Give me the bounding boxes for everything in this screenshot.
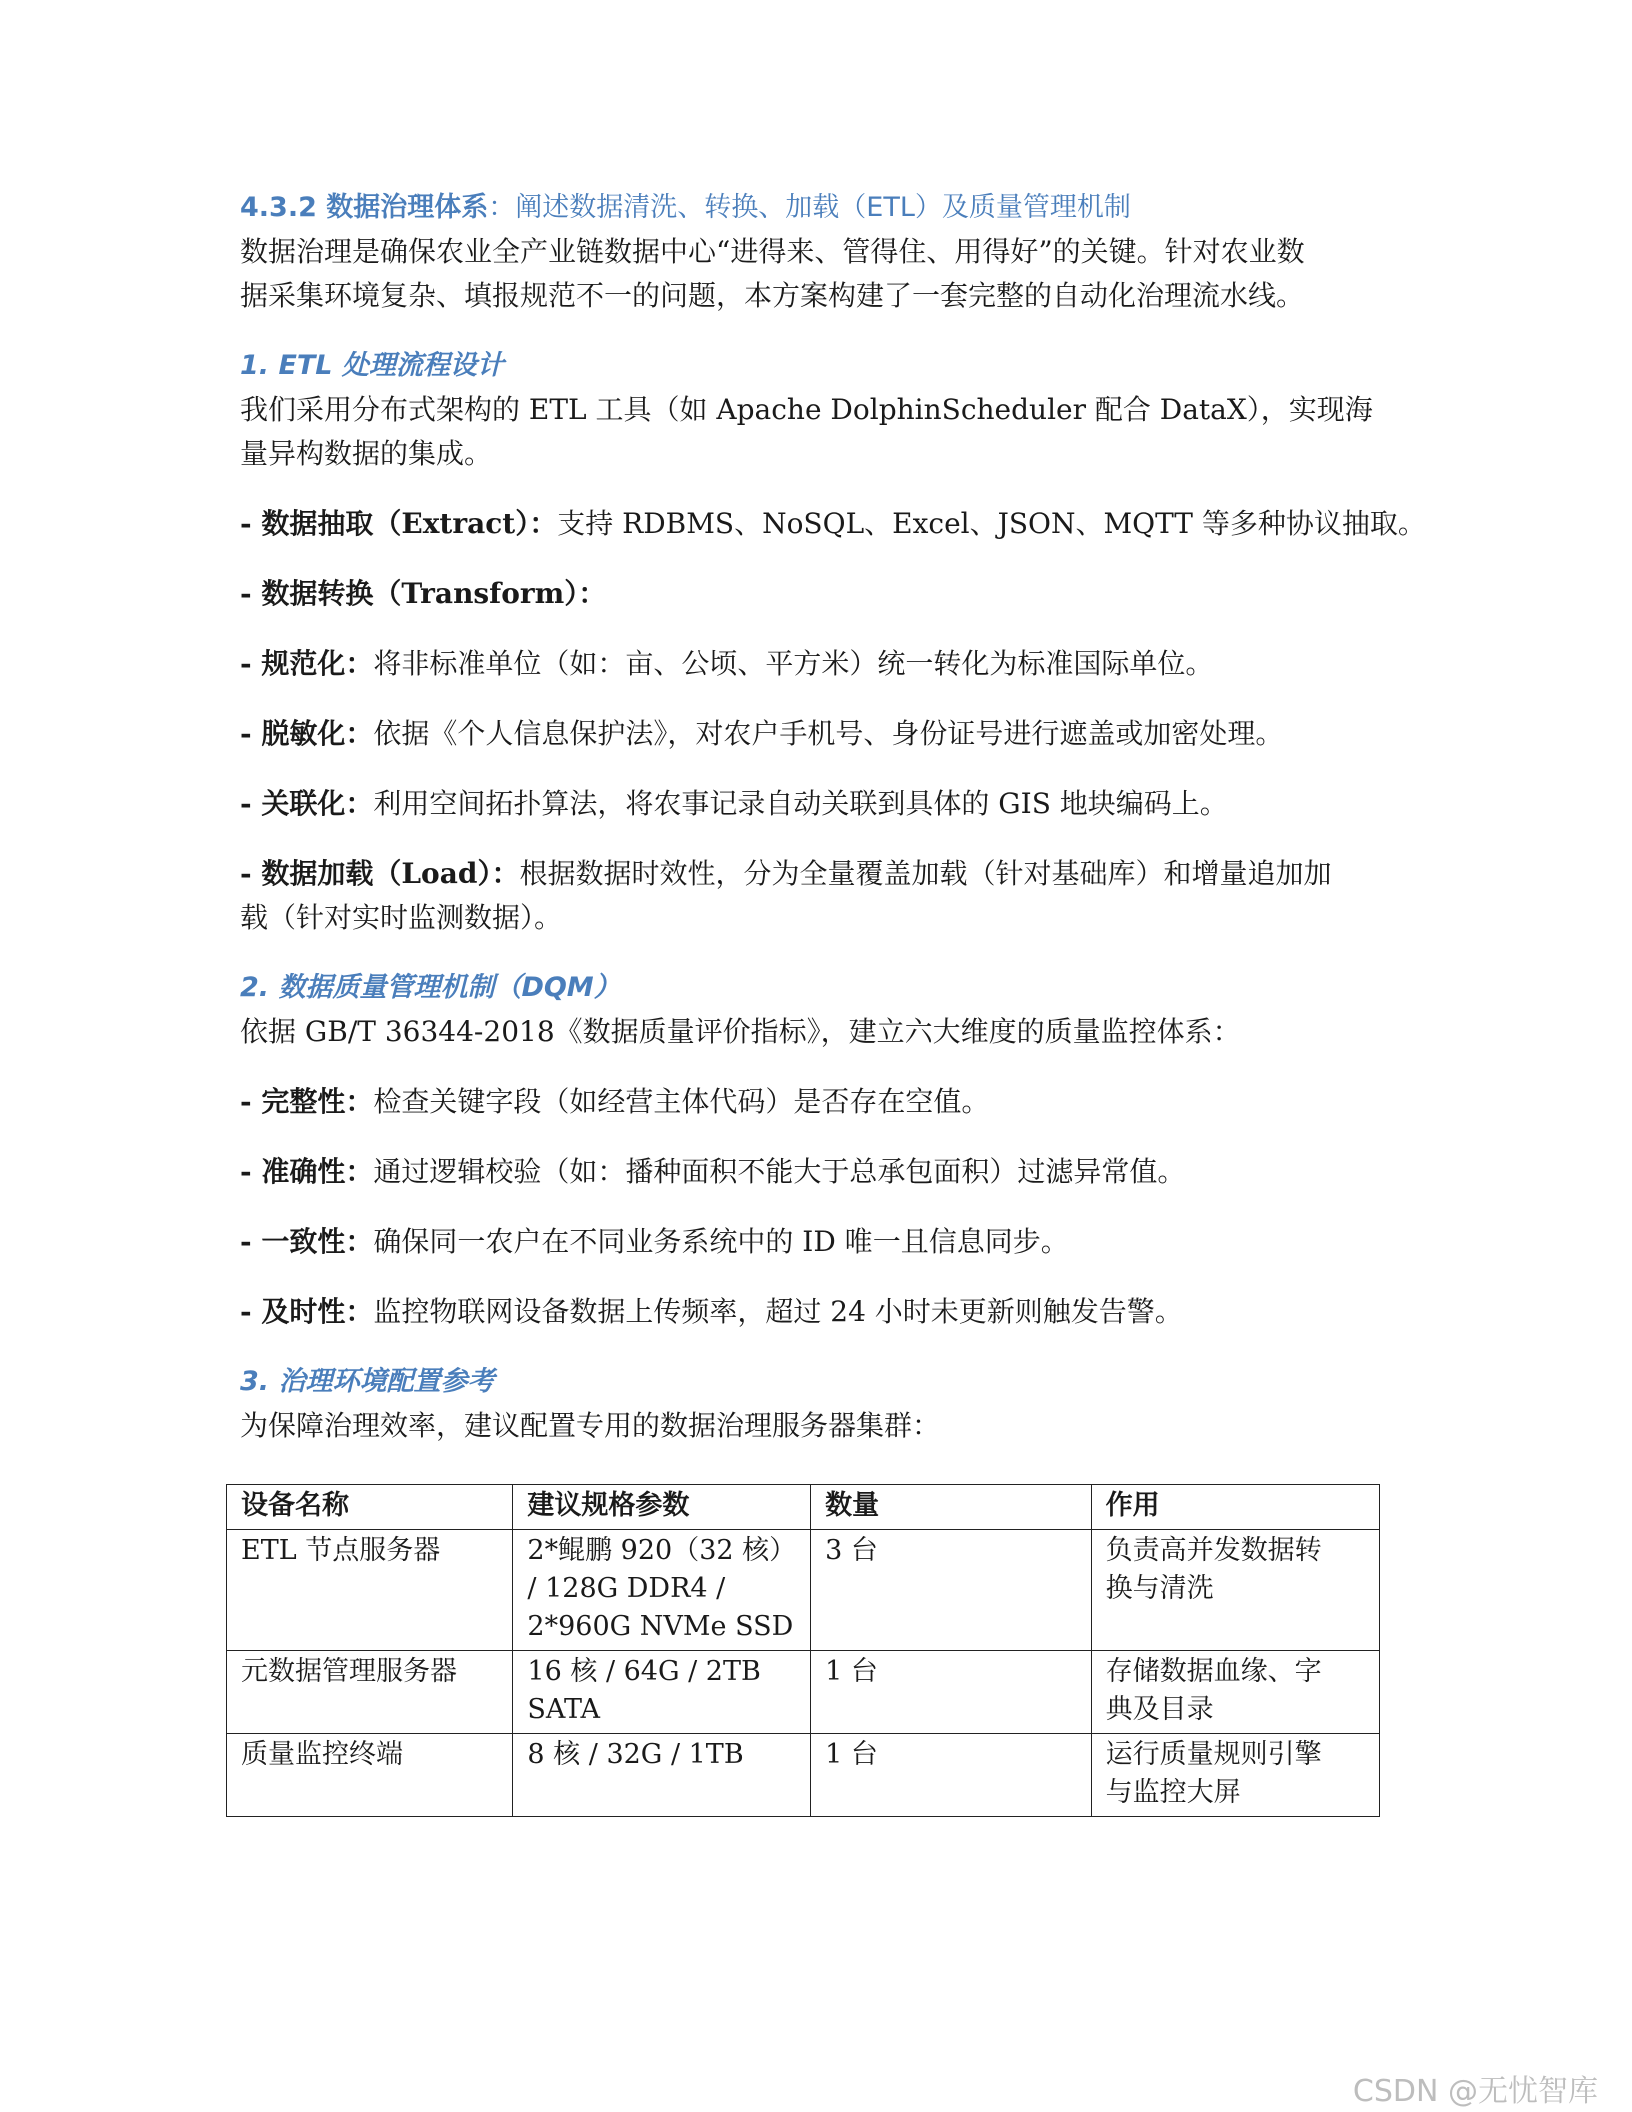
cell-text: 负责高并发数据转 <box>1105 1535 1322 1566</box>
list-item-completeness <box>240 1080 989 1124</box>
subsection-2-heading: 2. 数据质量管理机制（DQM） <box>240 972 621 1003</box>
table-cell-role <box>1091 1530 1379 1651</box>
table-cell-qty <box>811 1734 1091 1817</box>
list-item-text: 通过逻辑校验（如：播种面积不能大于总承包面积）过滤异常值。 <box>373 1155 1186 1188</box>
list-item-timeliness <box>240 1290 1183 1334</box>
list-item-term: - 规范化： <box>240 647 374 680</box>
list-item-text: 利用空间拓扑算法，将农事记录自动关联到具体的 GIS 地块编码上。 <box>373 787 1228 820</box>
table-cell-role <box>1091 1651 1379 1734</box>
table-cell-spec <box>513 1530 811 1651</box>
table-header-cell: 数量 <box>811 1485 1091 1530</box>
list-item-associate <box>240 782 1228 826</box>
intro-line-2: 据采集环境复杂、填报规范不一的问题，本方案构建了一套完整的自动化治理流水线。 <box>240 279 1305 312</box>
intro-line-1: 数据治理是确保农业全产业链数据中心“进得来、管得住、用得好”的关键。针对农业数 <box>240 235 1305 268</box>
list-item-term: - 完整性： <box>240 1085 374 1118</box>
list-item-term: - 一致性： <box>240 1225 374 1258</box>
subsection-1-heading: 1. ETL 处理流程设计 <box>240 350 504 381</box>
list-item-consistency <box>240 1220 1069 1264</box>
subsection-1-para-line-2: 量异构数据的集成。 <box>240 437 493 470</box>
subsection-2-para: 依据 GB/T 36344-2018《数据质量评价指标》，建立六大维度的质量监控体系： <box>240 1015 1241 1048</box>
subsection-1-para-line-1: 我们采用分布式架构的 ETL 工具（如 Apache DolphinScheduler 配合 DataX），实现海 <box>240 393 1373 426</box>
list-item-term: - 数据抽取（Extract）： <box>240 507 558 540</box>
cell-text: 1 台 <box>825 1656 878 1687</box>
cell-text: 存储数据血缘、字 <box>1105 1656 1322 1687</box>
table-cell-name <box>227 1651 513 1734</box>
table-cell-qty <box>811 1651 1091 1734</box>
list-item-term: - 准确性： <box>240 1155 374 1188</box>
cell-text: SATA <box>527 1694 600 1725</box>
list-item-extract <box>240 502 1426 546</box>
list-item-term: - 及时性： <box>240 1295 374 1328</box>
list-item-desensitize <box>240 712 1283 756</box>
table-cell-name <box>227 1734 513 1817</box>
section-heading <box>240 186 1131 230</box>
list-item-text: 支持 RDBMS、NoSQL、Excel、JSON、MQTT 等多种协议抽取。 <box>557 507 1426 540</box>
list-item-text: 根据数据时效性，分为全量覆盖加载（针对基础库）和增量追加加 <box>519 857 1332 890</box>
section-heading-subtitle: ：阐述数据清洗、转换、加载（ETL）及质量管理机制 <box>488 192 1131 223</box>
table-row <box>227 1734 1380 1817</box>
cell-text: 2*960G NVMe SSD <box>527 1611 794 1642</box>
table-header-cell: 建议规格参数 <box>513 1485 811 1530</box>
table-cell-qty <box>811 1530 1091 1651</box>
table-cell-spec <box>513 1651 811 1734</box>
cell-text: 典及目录 <box>1105 1694 1214 1725</box>
cell-text: 1 台 <box>825 1739 878 1770</box>
watermark-text: CSDN @无忧智库 <box>1352 2074 1598 2109</box>
cell-text: 质量监控终端 <box>241 1739 403 1770</box>
cell-text: 8 核 / 32G / 1TB <box>527 1739 744 1770</box>
list-item-load-continuation: 载（针对实时监测数据）。 <box>240 901 563 934</box>
cell-text: 16 核 / 64G / 2TB <box>527 1656 761 1687</box>
list-item-accuracy <box>240 1150 1185 1194</box>
list-item-text: 确保同一农户在不同业务系统中的 ID 唯一且信息同步。 <box>373 1225 1069 1258</box>
table-cell-spec <box>513 1734 811 1817</box>
list-item-term: - 关联化： <box>240 787 374 820</box>
list-item-load <box>240 852 1331 896</box>
list-item-normalize <box>240 642 1213 686</box>
table-row <box>227 1651 1380 1734</box>
list-item-text: 依据《个人信息保护法》，对农户手机号、身份证号进行遮盖或加密处理。 <box>373 717 1284 750</box>
table-header-row <box>227 1485 1380 1530</box>
table-cell-name <box>227 1530 513 1651</box>
list-item-text: 将非标准单位（如：亩、公顷、平方米）统一转化为标准国际单位。 <box>373 647 1214 680</box>
subsection-3-heading: 3. 治理环境配置参考 <box>240 1366 495 1397</box>
table-row <box>227 1530 1380 1651</box>
list-item-text: 检查关键字段（如经营主体代码）是否存在空值。 <box>373 1085 990 1118</box>
table-header-cell: 设备名称 <box>227 1485 513 1530</box>
list-item-term: - 数据加载（Load）： <box>240 857 520 890</box>
cell-text: 3 台 <box>825 1535 878 1566</box>
list-item-term: - 数据转换（Transform）： <box>240 577 607 610</box>
cell-text: 2*鲲鹏 920（32 核） <box>527 1535 797 1566</box>
cell-text: 运行质量规则引擎 <box>1105 1739 1322 1770</box>
cell-text: 与监控大屏 <box>1105 1777 1241 1808</box>
server-config-table <box>226 1484 1380 1817</box>
table-cell-role <box>1091 1734 1379 1817</box>
table-header-cell: 作用 <box>1091 1485 1379 1530</box>
list-item-transform <box>240 572 606 616</box>
cell-text: / 128G DDR4 / <box>527 1573 726 1604</box>
cell-text: ETL 节点服务器 <box>241 1535 441 1566</box>
list-item-text: 监控物联网设备数据上传频率，超过 24 小时未更新则触发告警。 <box>373 1295 1183 1328</box>
section-heading-number-title: 4.3.2 数据治理体系 <box>240 192 489 223</box>
cell-text: 元数据管理服务器 <box>241 1656 457 1687</box>
subsection-3-para: 为保障治理效率，建议配置专用的数据治理服务器集群： <box>240 1409 941 1442</box>
list-item-term: - 脱敏化： <box>240 717 374 750</box>
cell-text: 换与清洗 <box>1105 1573 1214 1604</box>
